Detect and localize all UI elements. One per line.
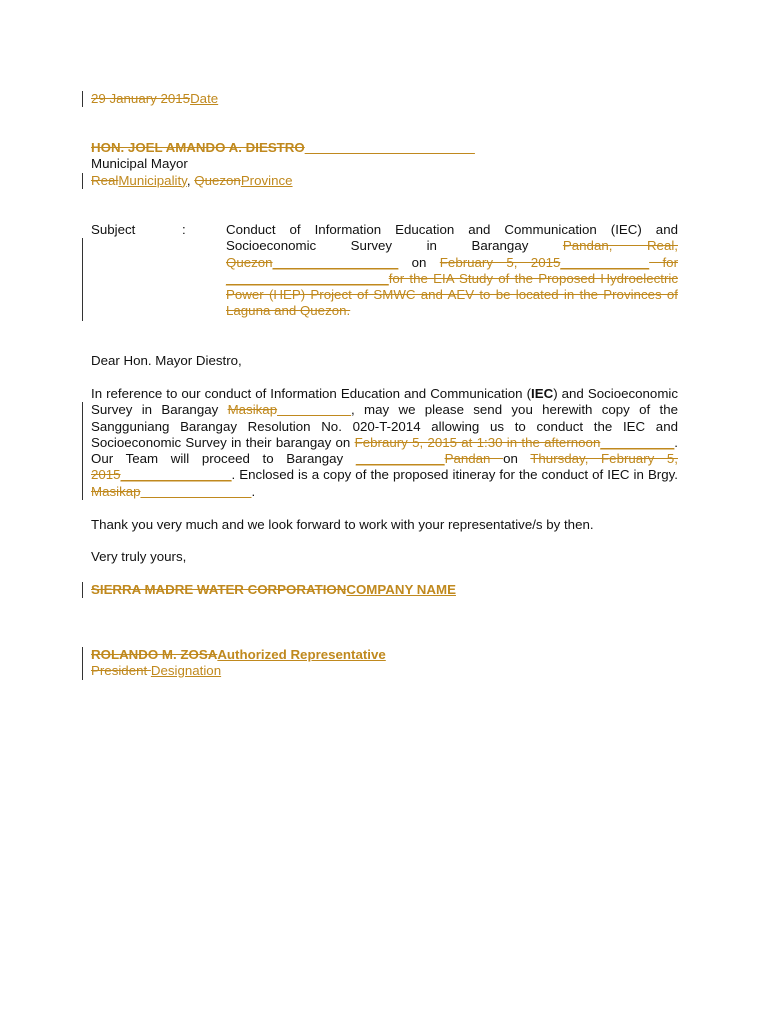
body-paragraph-2: Thank you very much and we look forward to work with your representative/s by then. [91,517,594,532]
signatory-name-line [91,647,678,663]
body-text-c: , may we please send you herewith copy of the Sangguniang Barangay Resolution No. 020-T-2014 allowing us to conduct the IEC and Socioeconomic Survey in their barangay on [91,402,678,450]
signatory-name-inserted: Authorized Representative [217,647,386,662]
company-inserted: COMPANY NAME [346,582,456,597]
body-text-f: . Enclosed is a copy of the proposed itineray for the conduct of IEC in Brgy. [231,467,678,483]
subject-blank-3: ______________________ [226,270,389,286]
subject-blank-1: _________________ [272,254,399,270]
change-bar-company [82,582,83,598]
date-deleted: 29 January 2015 [91,91,191,106]
subject-project-deleted: for the EIA Study of the Proposed Hydroelectric Power (HEP) Project of SMWC and AEV to be located in the Provinces of Laguna and Quezon. [226,270,678,319]
subject-text [226,222,678,320]
signatory-designation-line [91,663,678,679]
body-blank-4: _______________ [120,467,232,483]
body-brgy1-deleted: Masikap [227,402,278,418]
salutation: Dear Hon. Mayor Diestro, [91,353,242,368]
addressee-name-line [91,140,678,156]
change-bar-subject [82,238,83,321]
body-text-g: . [251,483,256,499]
body-text-e: on [503,451,531,467]
closing: Very truly yours, [91,549,187,564]
change-bar-signatory [82,647,83,680]
body-date1-deleted: Febraury 5, 2015 at 1:30 in the afternoon [354,434,601,450]
addressee-block [91,140,678,189]
subject-text-1: Conduct of Information Education and Communication (IEC) and Socioeconomic Survey in Barangay [226,222,678,254]
body-text-a: In reference to our conduct of Information Education and Communication ( [91,386,532,401]
designation-deleted: President [91,663,151,679]
body-blank-2: __________ [600,434,675,450]
municipality-deleted: Real [91,172,119,188]
signatory-name-deleted: ROLANDO M. ZOSA [91,647,218,662]
date-line [91,91,678,107]
subject-purpose-deleted: for [649,254,678,270]
body-blank-5: _______________ [140,483,252,499]
subject-location-deleted: Pandan, Real, Quezon [226,238,678,270]
addressee-name-blank: _______________________ [304,140,475,155]
body-text-d: . Our Team will proceed to Barangay [91,434,678,467]
subject-on: on [398,254,440,270]
change-bar-address [82,173,83,189]
change-bar-date [82,91,83,107]
body-date2-deleted: Thursday, February 5, 2015 [91,451,678,483]
municipality-inserted: Municipality [118,172,187,188]
location-comma: , [186,172,195,188]
subject-blank-2: ____________ [560,254,650,270]
company-line [91,582,678,598]
signatory-block [91,647,678,680]
body-paragraph-1 [91,386,678,500]
addressee-location-line [91,173,678,189]
subject-label: Subject [91,222,136,237]
body-text-b: ) and Socioeconomic Survey in Barangay [91,386,678,418]
province-inserted: Province [240,172,293,188]
date-inserted: Date [190,91,219,106]
body-brgy3-deleted: Masikap [91,483,141,499]
body-iec-bold: IEC [531,386,554,401]
addressee-name-deleted: HON. JOEL AMANDO A. DIESTRO [91,140,305,155]
addressee-title: Municipal Mayor [91,156,188,172]
company-deleted: SIERRA MADRE WATER CORPORATION [91,582,347,597]
designation-inserted: Designation [150,663,222,679]
body-brgy2-deleted: Pandan [444,451,504,467]
change-bar-body [82,402,83,500]
province-deleted: Quezon [194,172,241,188]
subject-colon: : [182,222,186,237]
subject-date-deleted: February 5, 2015 [439,254,561,270]
body-blank-3: ____________ [355,451,445,467]
body-blank-1: __________ [277,402,352,418]
